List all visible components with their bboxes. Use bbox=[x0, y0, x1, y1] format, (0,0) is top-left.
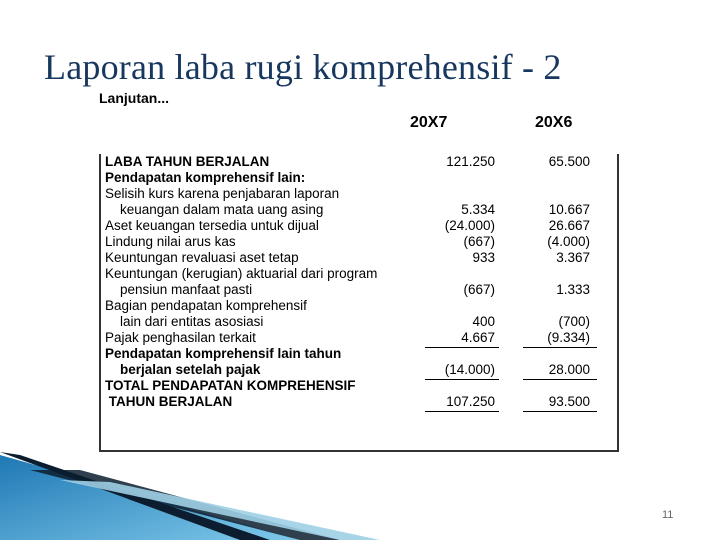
row-value-20x6: 93.500 bbox=[548, 394, 590, 409]
row-value-20x7: 5.334 bbox=[461, 202, 495, 217]
row-value-20x7: 400 bbox=[472, 314, 495, 329]
row-value-20x7: (14.000) bbox=[444, 362, 495, 377]
row-value-20x7: 933 bbox=[472, 250, 495, 265]
row-label: Bagian pendapatan komprehensif bbox=[105, 298, 307, 313]
row-value-20x7: (667) bbox=[463, 282, 495, 297]
row-label: Pendapatan komprehensif lain tahun bbox=[105, 346, 342, 361]
row-label: Lindung nilai arus kas bbox=[105, 234, 236, 249]
row-label: keuangan dalam mata uang asing bbox=[105, 202, 324, 217]
row-value-20x7: 121.250 bbox=[446, 154, 495, 169]
row-label: TAHUN BERJALAN bbox=[105, 394, 233, 409]
column-header-20x6: 20X6 bbox=[535, 114, 573, 131]
row-label: pensiun manfaat pasti bbox=[105, 282, 253, 297]
row-label: Pajak penghasilan terkait bbox=[105, 330, 256, 345]
row-value-20x6: 1.333 bbox=[556, 282, 590, 297]
row-label: TOTAL PENDAPATAN KOMPREHENSIF bbox=[105, 378, 356, 393]
row-value-20x6: 10.667 bbox=[548, 202, 590, 217]
slide-title: Laporan laba rugi komprehensif - 2 bbox=[44, 47, 562, 87]
row-value-20x7: 4.667 bbox=[461, 330, 495, 345]
row-value-20x6: 28.000 bbox=[548, 362, 590, 377]
row-label: LABA TAHUN BERJALAN bbox=[105, 154, 270, 169]
row-value-20x6: (9.334) bbox=[547, 330, 590, 345]
slide-number: 11 bbox=[662, 509, 674, 521]
continued-label: Lanjutan... bbox=[99, 90, 169, 106]
row-label: lain dari entitas asosiasi bbox=[105, 314, 264, 329]
row-label: berjalan setelah pajak bbox=[105, 362, 261, 377]
row-label: Pendapatan komprehensif lain: bbox=[105, 170, 306, 185]
row-value-20x6: (4.000) bbox=[547, 234, 590, 249]
row-label: Keuntungan (kerugian) aktuarial dari program bbox=[105, 266, 378, 281]
row-value-20x7: (24.000) bbox=[444, 218, 495, 233]
row-value-20x6: 26.667 bbox=[548, 218, 590, 233]
column-header-20x7: 20X7 bbox=[410, 114, 448, 131]
row-value-20x6: (700) bbox=[558, 314, 590, 329]
row-value-20x7: (667) bbox=[463, 234, 495, 249]
row-label: Selisih kurs karena penjabaran laporan bbox=[105, 186, 340, 201]
row-label: Aset keuangan tersedia untuk dijual bbox=[105, 218, 319, 233]
row-value-20x6: 65.500 bbox=[548, 154, 590, 169]
row-label: Keuntungan revaluasi aset tetap bbox=[105, 250, 299, 265]
row-value-20x7: 107.250 bbox=[446, 394, 495, 409]
row-value-20x6: 3.367 bbox=[556, 250, 590, 265]
